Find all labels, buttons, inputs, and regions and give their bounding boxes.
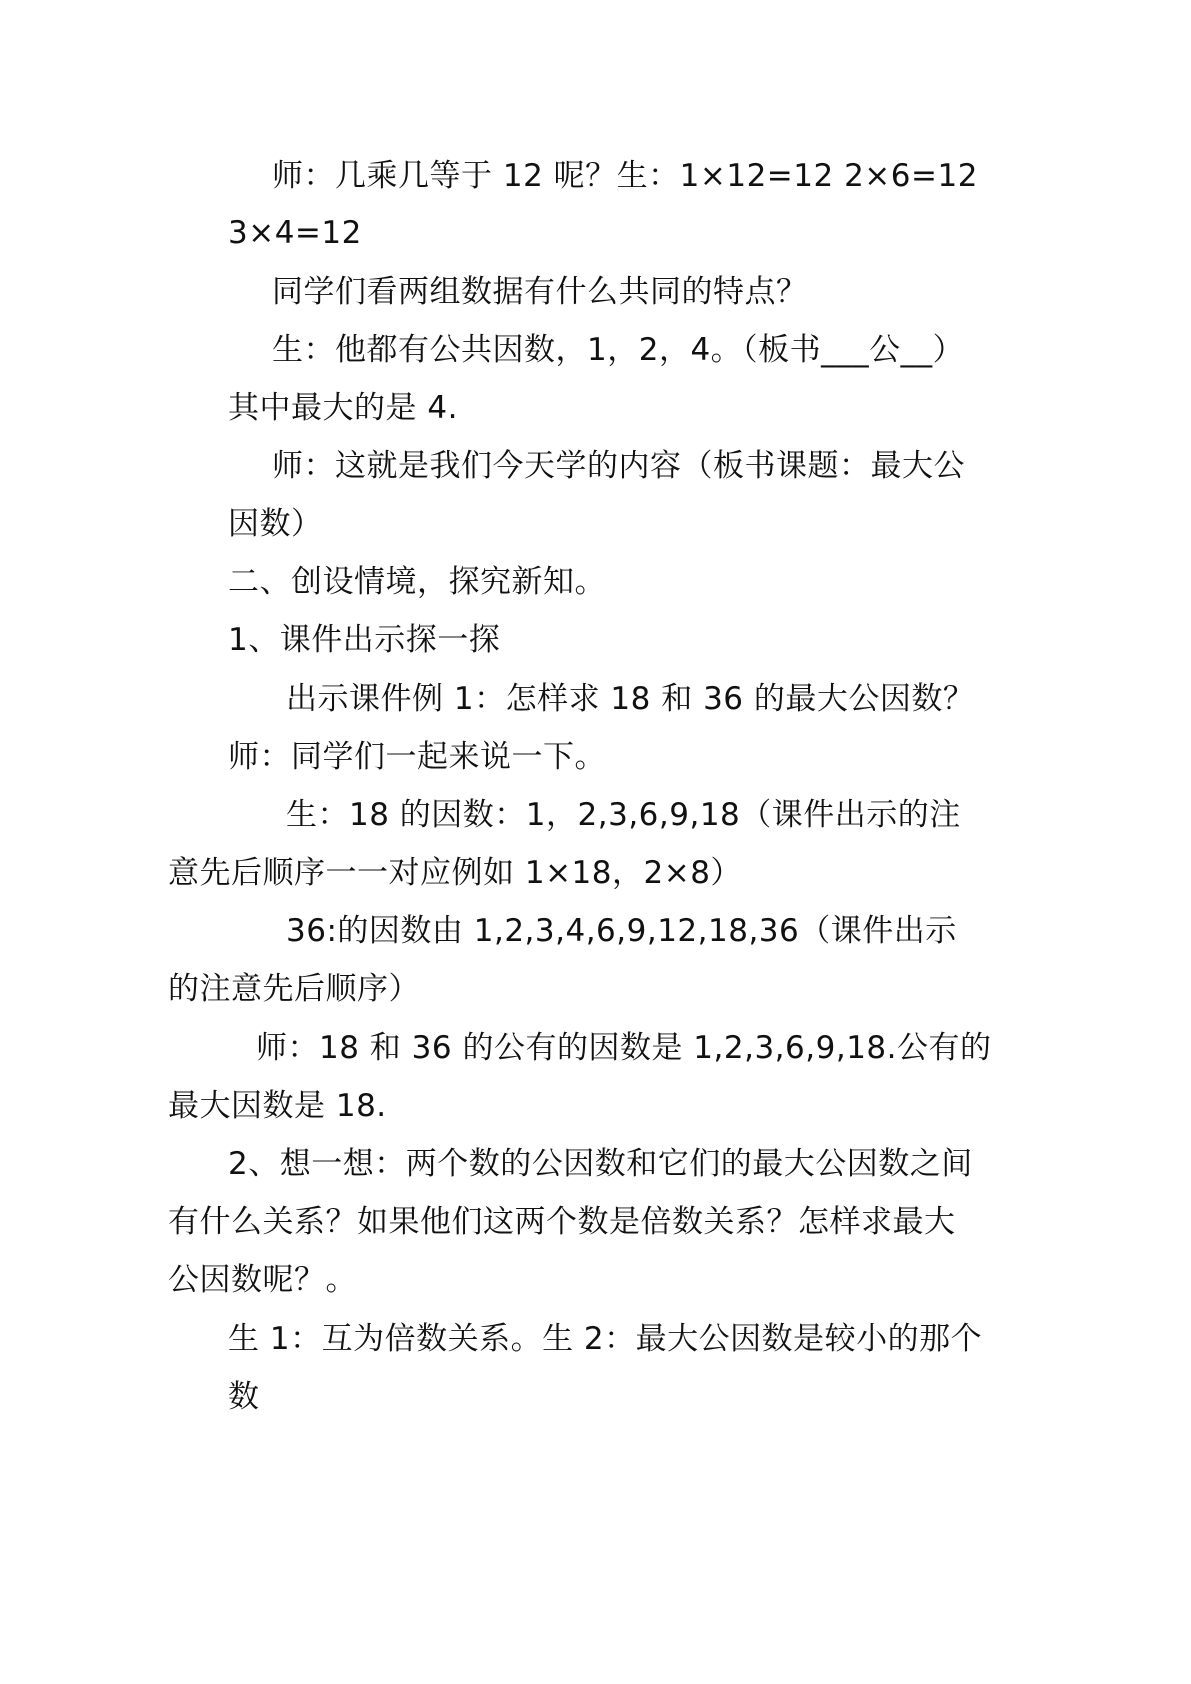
text-line-18: 2、想一想：两个数的公因数和它们的最大公因数之间 [228,1146,973,1182]
text-line-10: 出示课件例 1：怎样求 18 和 36 的最大公因数？ [286,681,975,717]
text-line-19: 有什么关系？如果他们这两个数是倍数关系？怎样求最大 [168,1204,956,1240]
text-line-22: 数 [228,1379,260,1415]
text-line-21: 生 1：互为倍数关系。生 2：最大公因数是较小的那个 [228,1321,983,1357]
text-line-5: 其中最大的是 4. [228,390,458,426]
text-line-1: 师：几乘几等于 12 呢？生：1×12=12 2×6=12 [272,158,978,194]
text-line-7: 因数） [228,506,323,542]
text-line-16: 师：18 和 36 的公有的因数是 1,2,3,6,9,18.公有的 [256,1030,992,1066]
text-line-20: 公因数呢？。 [168,1262,357,1298]
text-line-4: 生：他都有公共因数，1，2，4。（板书___公__） [272,332,965,368]
text-line-11: 师：同学们一起来说一下。 [228,739,606,775]
text-line-13: 意先后顺序一一对应例如 1×18，2×8） [168,855,742,891]
text-line-6: 师：这就是我们今天学的内容（板书课题：最大公 [272,448,965,484]
text-line-9: 1、课件出示探一探 [228,622,501,658]
text-line-15: 的注意先后顺序） [168,971,420,1007]
text-line-8: 二、创设情境，探究新知。 [228,564,606,600]
text-line-17: 最大因数是 18. [168,1088,387,1124]
text-line-2: 3×4=12 [228,215,362,251]
text-line-12: 生：18 的因数：1，2,3,6,9,18（课件出示的注 [286,797,961,833]
text-line-14: 36:的因数由 1,2,3,4,6,9,12,18,36（课件出示 [286,913,957,949]
text-line-3: 同学们看两组数据有什么共同的特点？ [272,274,808,310]
